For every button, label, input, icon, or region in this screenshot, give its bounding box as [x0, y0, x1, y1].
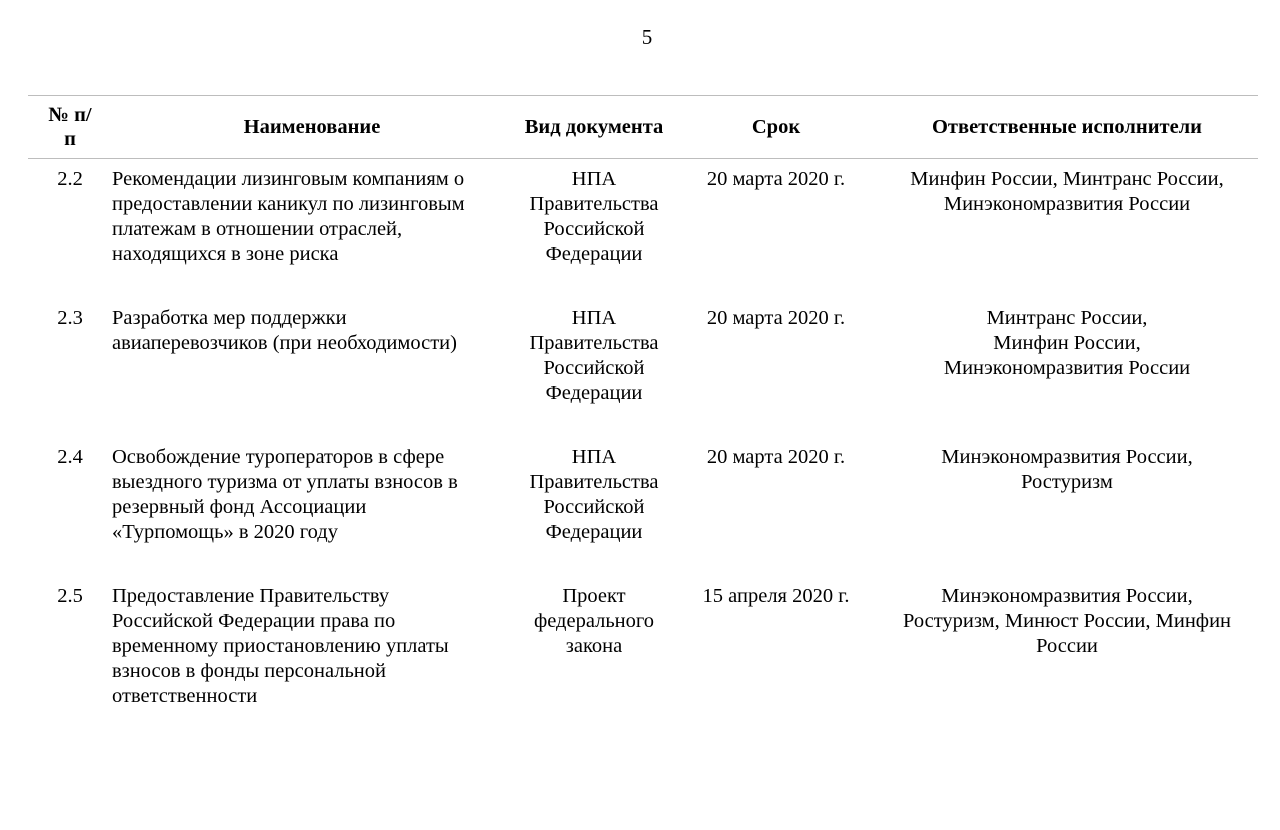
row-responsible: Минэкономразвития России, Ростуризм	[941, 446, 1193, 493]
table-row	[28, 437, 1258, 576]
row-doc-type: Проект федерального закона	[533, 585, 655, 657]
row-term: 15 апреля 2020 г.	[702, 585, 850, 607]
header-responsible: Ответственные исполнители	[931, 115, 1202, 138]
table-header	[28, 96, 1258, 159]
row-num: 2.4	[57, 446, 83, 468]
row-name: Разработка мер поддержки авиаперевозчиков (при необходимости)	[112, 307, 457, 354]
header-doc-type: Вид документа	[524, 115, 664, 138]
row-num: 2.2	[57, 168, 83, 190]
row-responsible: Минфин России, Минтранс России, Минэкономразвития России	[910, 168, 1224, 215]
row-num: 2.3	[57, 307, 83, 329]
header-row	[28, 96, 1258, 159]
table-body	[28, 159, 1258, 710]
row-doc-type: НПА Правительства Российской Федерации	[529, 307, 659, 404]
row-name: Предоставление Правительству Российской Федерации права по временному приостановлению уплаты взносов в фонды персональной ответственности	[112, 585, 449, 707]
header-num: № п/ п	[48, 104, 92, 150]
row-doc-type: НПА Правительства Российской Федерации	[529, 168, 659, 265]
row-term: 20 марта 2020 г.	[706, 168, 846, 190]
row-term: 20 марта 2020 г.	[706, 307, 846, 329]
measures-table	[28, 95, 1258, 709]
row-responsible: Минэкономразвития России, Ростуризм, Минюст России, Минфин России	[902, 585, 1232, 657]
row-responsible: Минтранс России, Минфин России, Минэкономразвития России	[943, 307, 1191, 379]
row-doc-type: НПА Правительства Российской Федерации	[529, 446, 659, 543]
row-num: 2.5	[57, 585, 83, 607]
row-name: Рекомендации лизинговым компаниям о предоставлении каникул по лизинговым платежам в отношении отраслей, находящихся в зоне риска	[112, 168, 465, 265]
header-name: Наименование	[243, 115, 381, 138]
row-term: 20 марта 2020 г.	[706, 446, 846, 468]
table-row	[28, 159, 1258, 299]
page-number: 5	[641, 25, 653, 49]
header-term: Срок	[751, 115, 801, 138]
row-name: Освобождение туроператоров в сфере выездного туризма от уплаты взносов в резервный фонд Ассоциации «Турпомощь» в 2020 году	[112, 446, 458, 543]
table-row	[28, 576, 1258, 709]
table-row	[28, 298, 1258, 437]
